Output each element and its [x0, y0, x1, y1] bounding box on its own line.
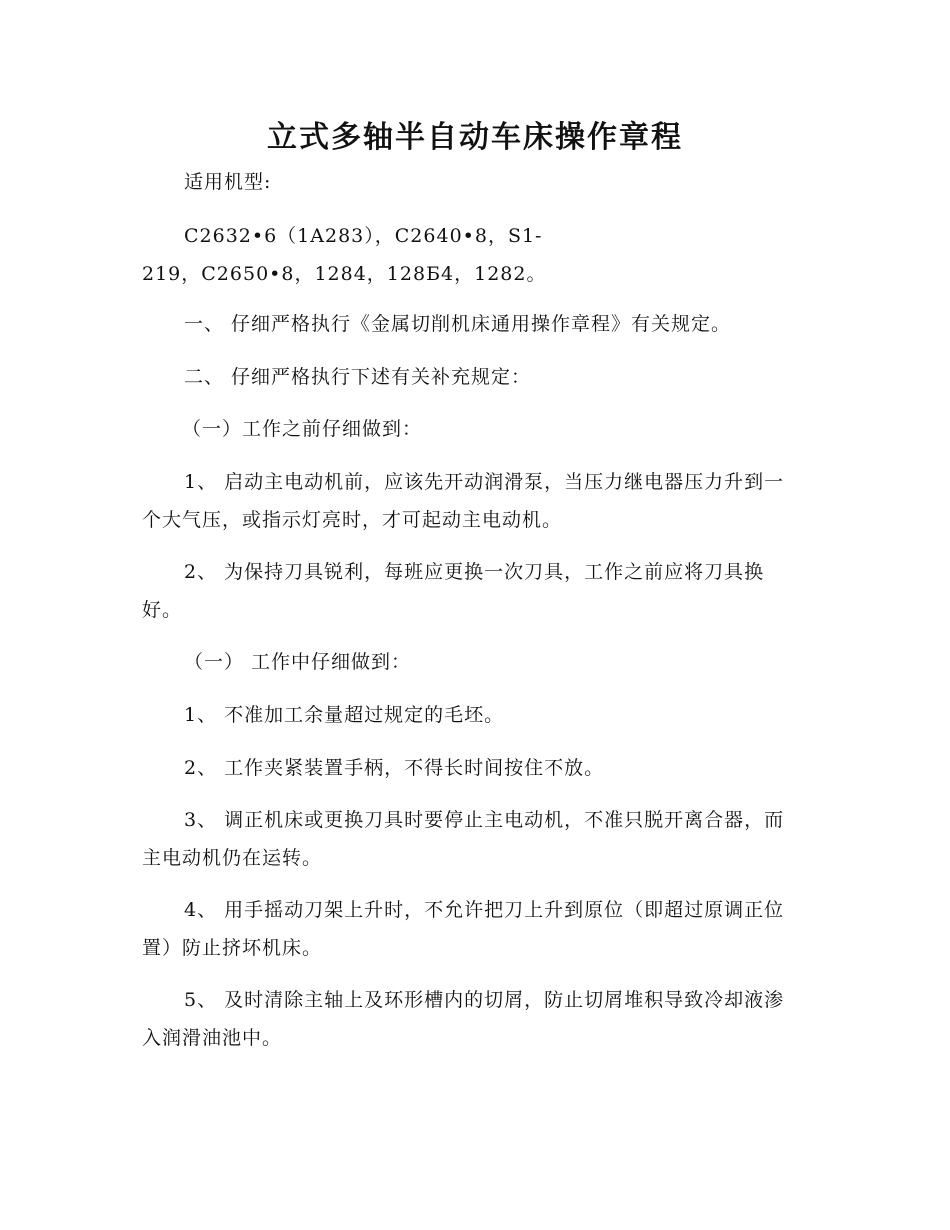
subsection-2-item-5: 5、 及时清除主轴上及环形槽内的切屑，防止切屑堆积导致冷却液渗入润滑油池中。 — [142, 989, 785, 1049]
models-line-1: C2632•6（1A283），C2640•8，S1- — [184, 225, 543, 247]
subsection-1-item-2: 2、 为保持刀具锐利，每班应更换一次刀具，工作之前应将刀具换好。 — [142, 561, 765, 621]
section-2: 二、 仔细严格执行下述有关补充规定： — [184, 366, 532, 388]
subsection-2-item-1: 1、 不准加工余量超过规定的毛坯。 — [184, 704, 505, 726]
models-list — [142, 217, 802, 293]
subsection-2-item-2: 2、 工作夹紧装置手柄，不得长时间按住不放。 — [184, 757, 605, 779]
document-title: 立式多轴半自动车床操作章程 — [267, 120, 683, 155]
subsection-2-item-3: 3、 调正机床或更换刀具时要停止主电动机，不准只脱开离合器，而主电动机仍在运转。 — [142, 809, 785, 869]
models-line-2: 219，C2650•8，1284，128Б4，1282。 — [142, 263, 547, 285]
subsection-2-item-4: 4、 用手摇动刀架上升时，不允许把刀上升到原位（即超过原调正位置）防止挤坏机床。 — [142, 899, 785, 959]
applicable-models-label: 适用机型: — [184, 171, 272, 193]
subsection-2-heading: （一） 工作中仔细做到： — [184, 651, 412, 673]
subsection-1-heading: （一）工作之前仔细做到： — [182, 418, 423, 440]
subsection-1-item-1: 1、 启动主电动机前，应该先开动润滑泵，当压力继电器压力升到一个大气压，或指示灯亮时，才可起动主电动机。 — [142, 471, 785, 531]
section-1: 一、 仔细严格执行《金属切削机床通用操作章程》有关规定。 — [184, 313, 732, 335]
